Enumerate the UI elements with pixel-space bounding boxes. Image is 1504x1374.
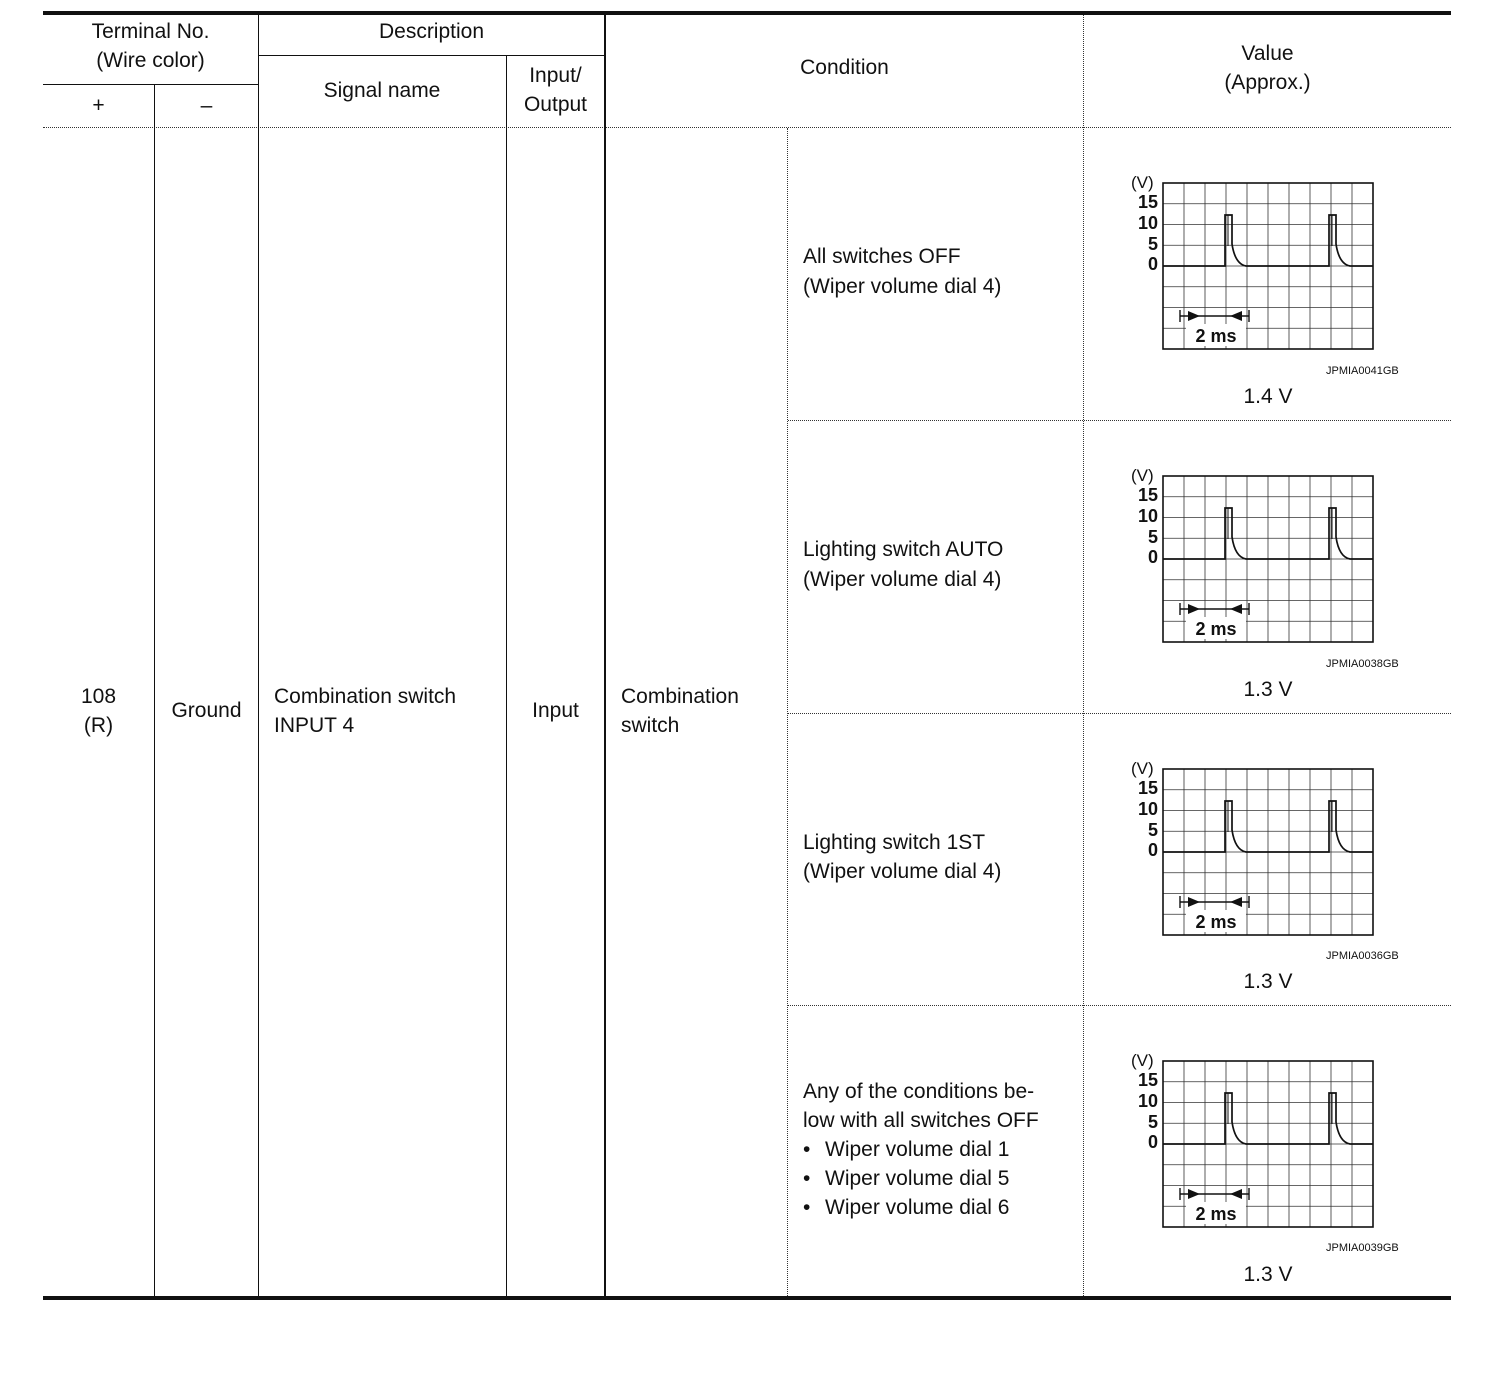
condition-3-line-1: Lighting switch 1ST <box>803 831 986 854</box>
col-rule-5 <box>787 128 788 1296</box>
y-unit-label: (V) <box>1131 759 1154 778</box>
value-2: 1.3 V <box>1243 678 1293 701</box>
header-plus: + <box>92 94 105 117</box>
time-marker-arrow <box>1230 604 1242 614</box>
time-marker-arrow <box>1230 1189 1242 1199</box>
row-divider-2 <box>788 713 1451 714</box>
time-scale-label: 2 ms <box>1195 1204 1237 1224</box>
y-tick-label: 15 <box>1137 1070 1158 1090</box>
oscilloscope-figure-2 <box>1128 461 1388 651</box>
y-unit-label: (V) <box>1131 173 1154 192</box>
time-marker-arrow <box>1188 1189 1200 1199</box>
header-input-output-2: Output <box>523 93 588 116</box>
terminal-minus: Ground <box>171 699 242 722</box>
row-divider-1 <box>788 420 1451 421</box>
header-minus: – <box>200 94 213 117</box>
time-scale-label: 2 ms <box>1195 326 1237 346</box>
y-tick-label: 0 <box>1147 547 1158 567</box>
y-unit-label: (V) <box>1131 1051 1154 1070</box>
header-value-2: (Approx.) <box>1224 71 1311 94</box>
value-1: 1.4 V <box>1243 385 1293 408</box>
y-tick-label: 5 <box>1147 234 1158 254</box>
condition-1-line-2: (Wiper volume dial 4) <box>803 275 1002 298</box>
y-tick-label: 5 <box>1147 1112 1158 1132</box>
y-tick-label: 10 <box>1137 1091 1158 1111</box>
condition-main-line-1: Combination <box>621 685 739 708</box>
condition-1-line-1: All switches OFF <box>803 245 961 268</box>
time-scale-label: 2 ms <box>1195 912 1237 932</box>
header-signal-name: Signal name <box>323 79 441 102</box>
terminal-plus-number: 108 <box>80 685 117 708</box>
oscilloscope-graph <box>1128 754 1388 939</box>
figure-id-2: JPMIA0038GB <box>1326 658 1399 670</box>
header-description: Description <box>378 20 485 43</box>
time-marker-arrow <box>1188 311 1200 321</box>
condition-2-line-1: Lighting switch AUTO <box>803 538 1004 561</box>
terminal-subrule <box>43 84 258 85</box>
table-top-rule <box>43 11 1451 15</box>
col-rule-3 <box>506 55 507 1296</box>
condition-4-bullet-3: • Wiper volume dial 6 <box>803 1193 1009 1222</box>
condition-4-bullets <box>803 1135 1009 1222</box>
oscilloscope-figure-3 <box>1128 754 1388 944</box>
condition-3-line-2: (Wiper volume dial 4) <box>803 860 1002 883</box>
y-unit-label: (V) <box>1131 466 1154 485</box>
figure-id-4: JPMIA0039GB <box>1326 1242 1399 1254</box>
condition-4-line-2: low with all switches OFF <box>803 1109 1039 1132</box>
y-tick-label: 5 <box>1147 820 1158 840</box>
y-tick-label: 15 <box>1137 192 1158 212</box>
y-tick-label: 0 <box>1147 1132 1158 1152</box>
table-bottom-rule <box>43 1296 1451 1300</box>
col-rule-4 <box>604 15 606 1296</box>
condition-main-line-2: switch <box>621 714 680 737</box>
y-tick-label: 0 <box>1147 840 1158 860</box>
header-divider <box>43 127 1451 128</box>
time-scale-label: 2 ms <box>1195 619 1237 639</box>
condition-4-bullet-2: • Wiper volume dial 5 <box>803 1164 1009 1193</box>
y-tick-label: 5 <box>1147 527 1158 547</box>
condition-4-line-1: Any of the conditions be- <box>803 1080 1035 1103</box>
oscilloscope-graph <box>1128 168 1388 353</box>
description-subrule <box>258 55 605 56</box>
oscilloscope-figure-4 <box>1128 1046 1388 1236</box>
header-value-1: Value <box>1241 42 1294 65</box>
y-tick-label: 10 <box>1137 506 1158 526</box>
value-4: 1.3 V <box>1243 1263 1293 1286</box>
y-tick-label: 15 <box>1137 485 1158 505</box>
signal-name-line-2: INPUT 4 <box>274 714 355 737</box>
time-marker-arrow <box>1188 604 1200 614</box>
time-marker-arrow <box>1188 897 1200 907</box>
row-divider-3 <box>788 1005 1451 1006</box>
col-rule-6 <box>1083 15 1084 1296</box>
header-input-output-1: Input/ <box>529 64 582 87</box>
time-marker-arrow <box>1230 311 1242 321</box>
value-3: 1.3 V <box>1243 970 1293 993</box>
y-tick-label: 0 <box>1147 254 1158 274</box>
time-marker-arrow <box>1230 897 1242 907</box>
condition-2-line-2: (Wiper volume dial 4) <box>803 568 1002 591</box>
col-rule-1 <box>154 84 155 1296</box>
y-tick-label: 15 <box>1137 778 1158 798</box>
condition-4-bullet-1: • Wiper volume dial 1 <box>803 1135 1009 1164</box>
header-condition: Condition <box>800 56 889 79</box>
header-wire-color: (Wire color) <box>96 49 205 72</box>
figure-id-1: JPMIA0041GB <box>1326 365 1399 377</box>
y-tick-label: 10 <box>1137 213 1158 233</box>
signal-name-line-1: Combination switch <box>274 685 457 708</box>
oscilloscope-figure-1 <box>1128 168 1388 358</box>
oscilloscope-graph <box>1128 1046 1388 1231</box>
figure-id-3: JPMIA0036GB <box>1326 950 1399 962</box>
y-tick-label: 10 <box>1137 799 1158 819</box>
header-terminal-no: Terminal No. <box>91 20 210 43</box>
col-rule-2 <box>258 15 259 1296</box>
terminal-plus-color: (R) <box>83 714 114 737</box>
oscilloscope-graph <box>1128 461 1388 646</box>
io-value: Input <box>532 699 579 722</box>
